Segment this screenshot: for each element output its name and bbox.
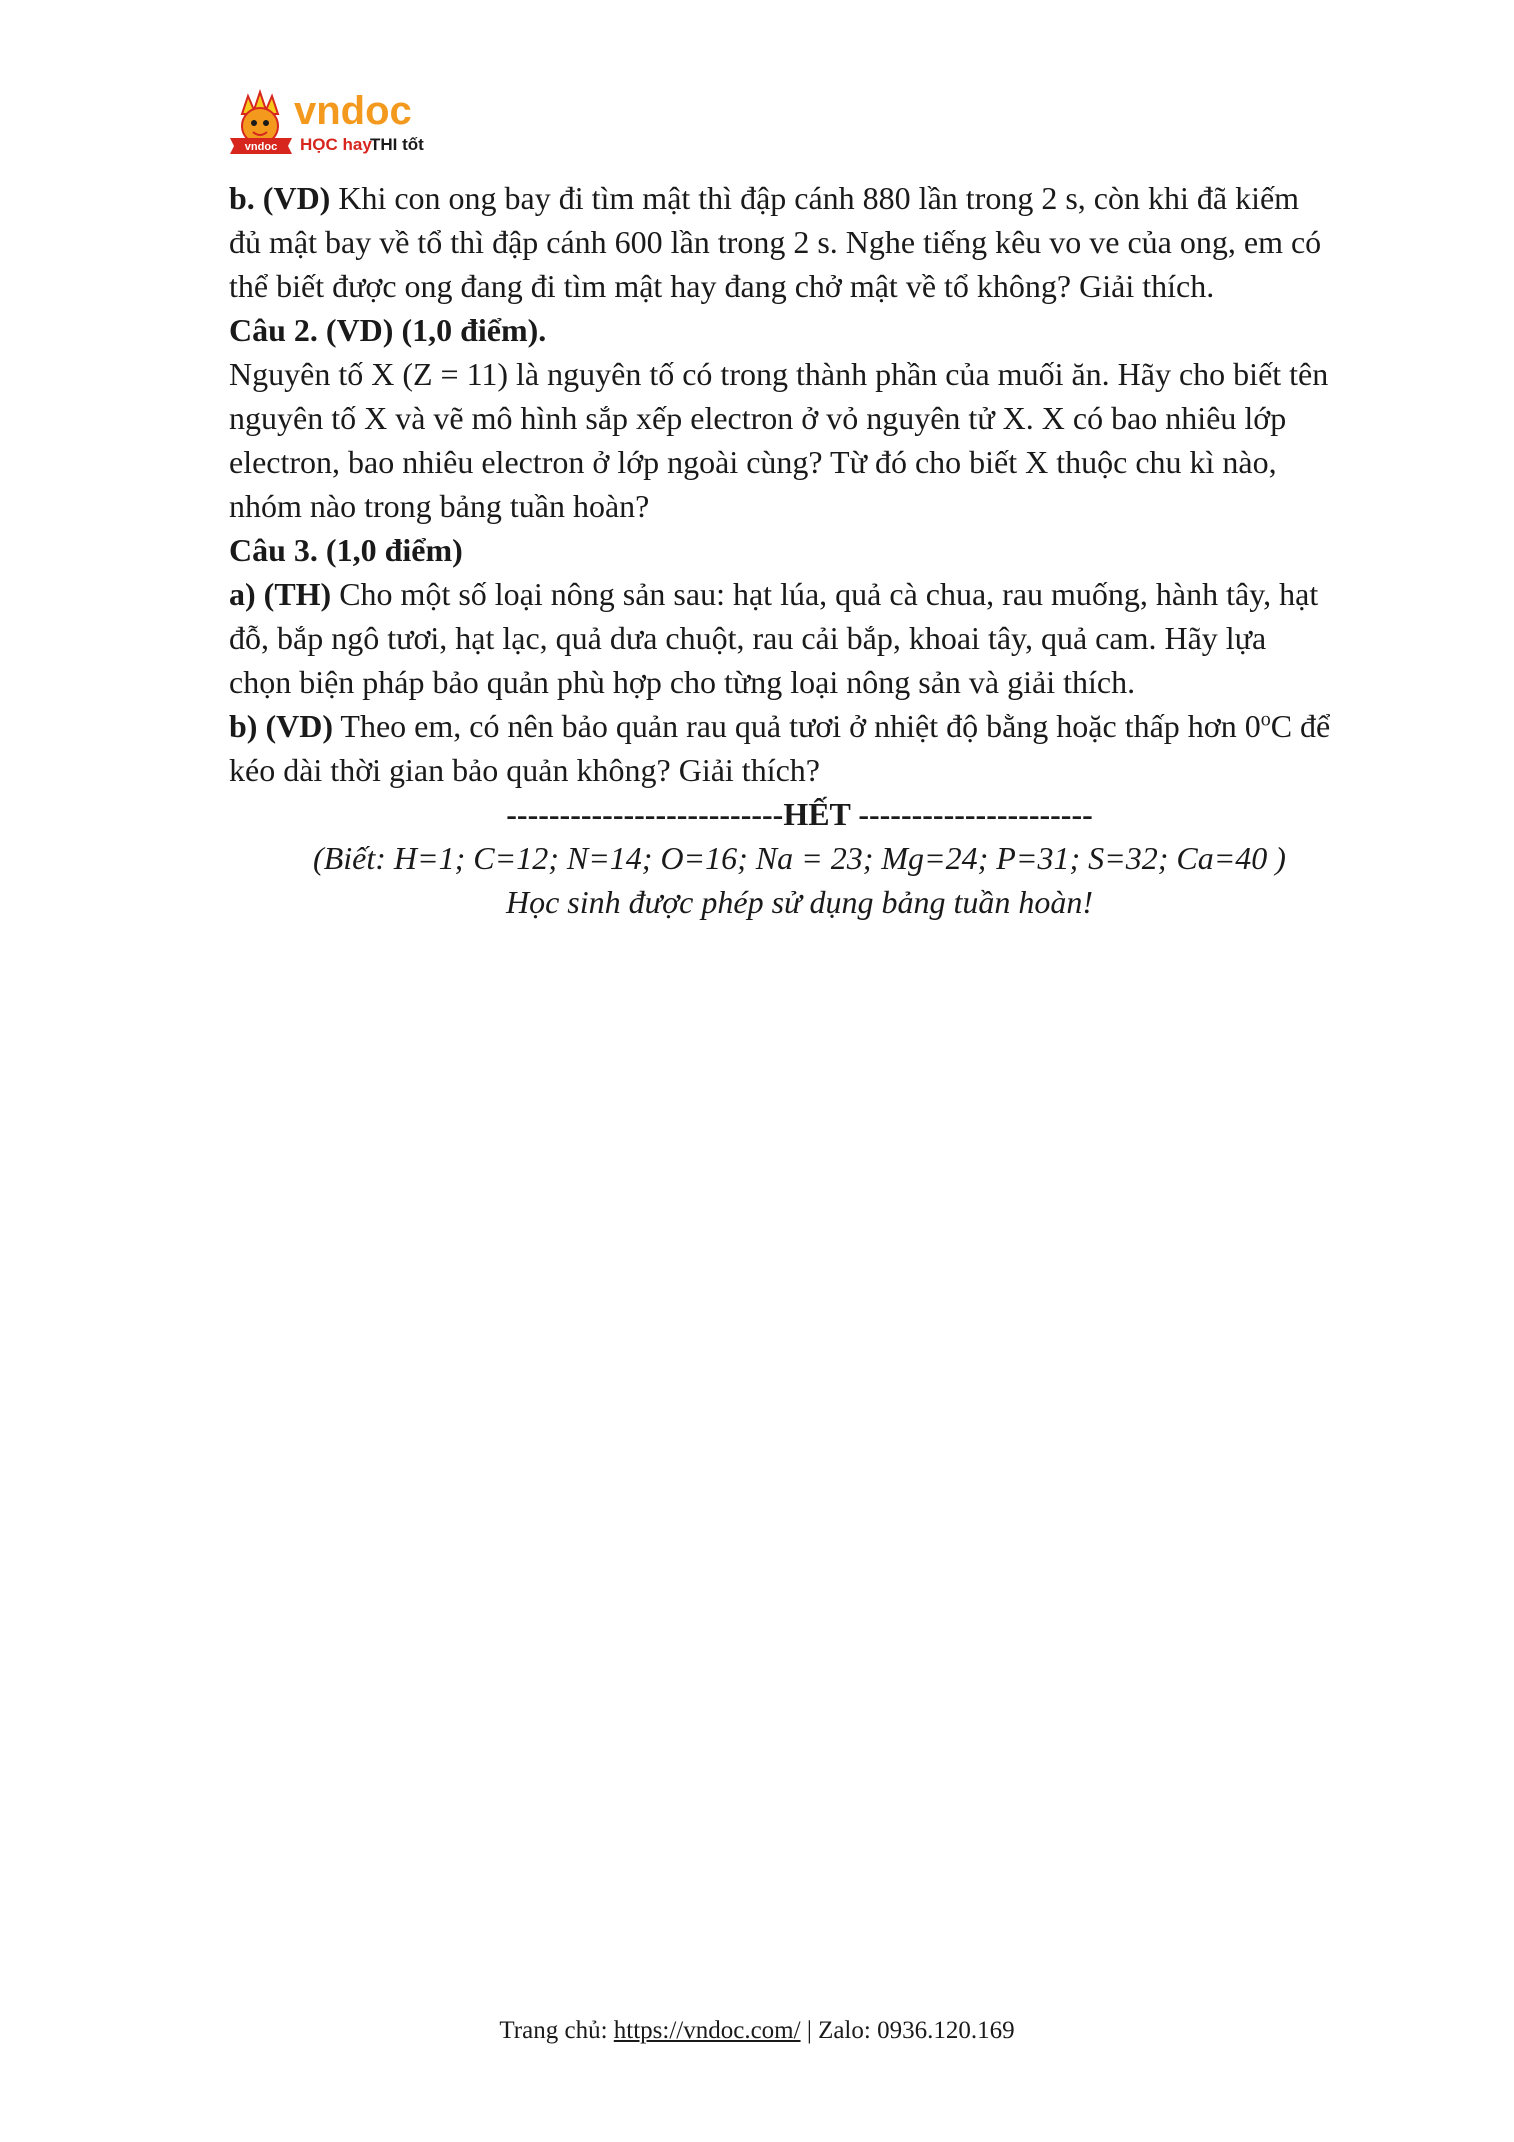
question-3b-line-2: kéo dài thời gian bảo quản không? Giải thích? — [229, 752, 820, 788]
end-marker: --------------------------HẾT ---------------------- — [506, 796, 1093, 832]
question-3b-text-1b: C để — [1270, 708, 1331, 744]
atomic-mass-note: (Biết: H=1; C=12; N=14; O=16; Na = 23; Mg=24; P=31; S=32; Ca=40 ) — [313, 840, 1286, 876]
question-3a-line-3: chọn biện pháp bảo quản phù hợp cho từng loại nông sản và giải thích. — [229, 664, 1136, 700]
question-2-line-4: nhóm nào trong bảng tuần hoàn? — [229, 488, 650, 524]
logo-tagline-2: THI tốt — [370, 135, 424, 154]
periodic-table-note: Học sinh được phép sử dụng bảng tuần hoàn! — [505, 884, 1094, 920]
question-1b-text-1: Khi con ong bay đi tìm mật thì đập cánh 880 lần trong 2 s, còn khi đã kiếm — [330, 180, 1300, 216]
question-3a-line-1 — [229, 572, 1370, 616]
question-2-line-2: nguyên tố X và vẽ mô hình sắp xếp electron ở vỏ nguyên tử X. X có bao nhiêu lớp — [229, 400, 1287, 436]
degree-superscript: o — [1260, 708, 1271, 731]
question-3b-text-1: Theo em, có nên bảo quản rau quả tươi ở nhiệt độ bằng hoặc thấp hơn 0 — [332, 708, 1261, 744]
question-3a-text-1: Cho một số loại nông sản sau: hạt lúa, quả cà chua, rau muống, hành tây, hạt — [331, 576, 1319, 612]
footer-prefix: Trang chủ: — [499, 2017, 614, 2044]
logo-tagline-1: HỌC hay — [300, 135, 372, 154]
page-footer — [0, 2017, 1514, 2045]
footer-homepage-link[interactable]: https://vndoc.com/ — [613, 2017, 801, 2044]
document-body — [229, 176, 1370, 924]
question-1b-label: b. (VD) — [229, 180, 331, 216]
question-1b-line-1 — [229, 176, 1370, 220]
vndoc-logo-graphic — [228, 88, 448, 166]
question-2-line-1: Nguyên tố X (Z = 11) là nguyên tố có trong thành phần của muối ăn. Hãy cho biết tên — [229, 356, 1329, 392]
question-1b-line-2: đủ mật bay về tổ thì đập cánh 600 lần trong 2 s. Nghe tiếng kêu vo ve của ong, em có — [229, 224, 1322, 260]
question-3b-label: b) (VD) — [229, 708, 333, 744]
question-3b-line-1 — [229, 704, 1370, 748]
question-3a-line-2: đỗ, bắp ngô tươi, hạt lạc, quả dưa chuột, rau cải bắp, khoai tây, quả cam. Hãy lựa — [229, 620, 1267, 656]
footer-contact: | Zalo: 0936.120.169 — [800, 2017, 1015, 2044]
question-2-heading: Câu 2. (VD) (1,0 điểm). — [229, 312, 547, 348]
question-3a-label: a) (TH) — [229, 576, 332, 612]
logo-brand-text: vndoc — [294, 89, 412, 133]
question-3-heading: Câu 3. (1,0 điểm) — [229, 532, 463, 568]
question-1b-line-3: thể biết được ong đang đi tìm mật hay đang chở mật về tổ không? Giải thích. — [229, 268, 1215, 304]
logo-ribbon-text: vndoc — [244, 141, 278, 153]
question-2-line-3: electron, bao nhiêu electron ở lớp ngoài cùng? Từ đó cho biết X thuộc chu kì nào, — [229, 444, 1277, 480]
vndoc-logo[interactable] — [228, 88, 448, 166]
